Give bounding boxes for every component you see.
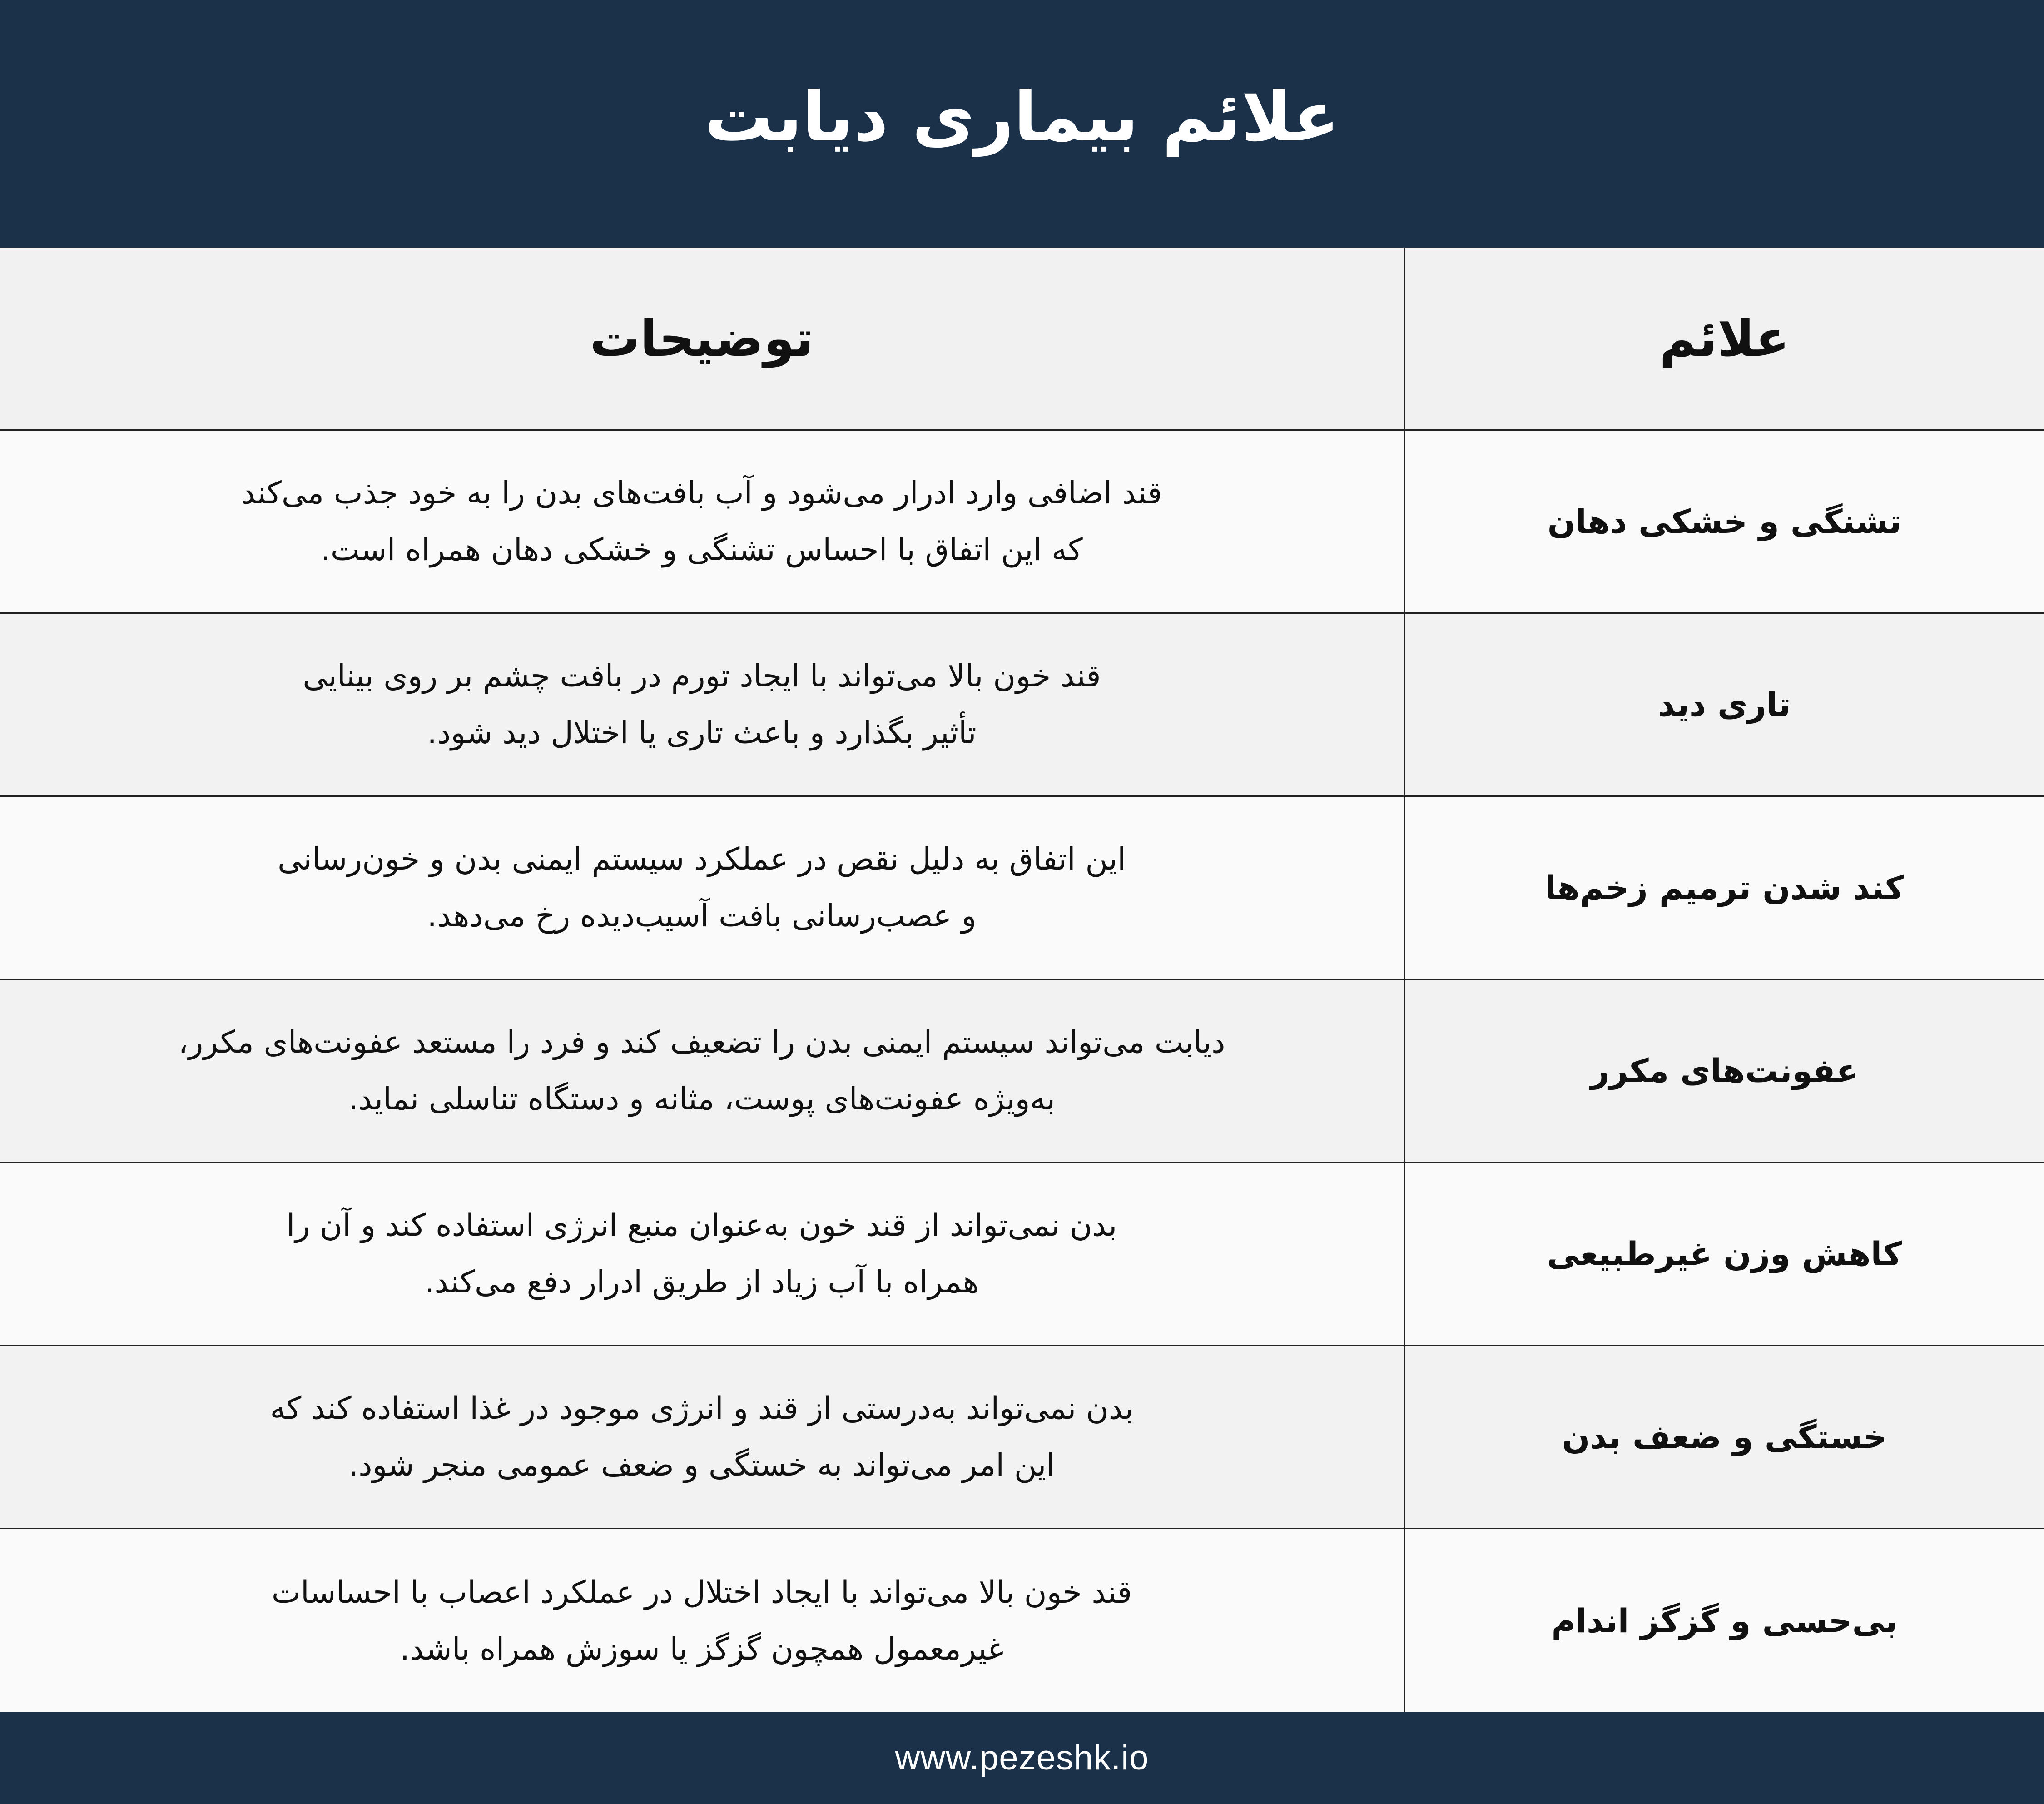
description-cell [0,614,1405,795]
symptom-label: خستگی و ضعف بدن [1562,1418,1887,1456]
description-text [43,1197,1360,1311]
description-cell [0,1529,1405,1712]
website-url[interactable]: www.pezeshk.io [895,1739,1149,1777]
description-cell [0,1346,1405,1528]
symptom-label: کند شدن ترمیم زخم‌ها [1545,869,1904,907]
description-line: و عصب‌رسانی بافت آسیب‌دیده رخ می‌دهد. [427,898,977,934]
description-text [43,1380,1360,1494]
symptom-label: عفونت‌های مکرر [1590,1052,1859,1090]
symptoms-table [0,248,2044,1712]
description-line: قند خون بالا می‌تواند با ایجاد اختلال در عملکرد اعصاب با احساسات [271,1574,1132,1610]
footer-banner [0,1712,2044,1804]
description-line: دیابت می‌تواند سیستم ایمنی بدن را تضعیف کند و فرد را مستعد عفونت‌های مکرر، [178,1024,1225,1060]
table-row [0,431,2044,614]
symptom-cell [1405,1163,2044,1345]
symptom-cell [1405,614,2044,795]
description-cell [0,980,1405,1162]
description-cell [0,797,1405,979]
description-line: این اتفاق به دلیل نقص در عملکرد سیستم ایمنی بدن و خون‌رسانی [278,841,1126,877]
table-header-row [0,248,2044,431]
table-row [0,614,2044,797]
description-text [43,465,1360,578]
description-line: بدن نمی‌تواند از قند خون به‌عنوان منبع انرژی استفاده کند و آن را [286,1208,1117,1243]
description-line: تأثیر بگذارد و باعث تاری یا اختلال دید شود. [427,715,977,751]
description-line: به‌ویژه عفونت‌های پوست، مثانه و دستگاه تناسلی نماید. [348,1081,1056,1117]
description-line: همراه با آب زیاد از طریق ادرار دفع می‌کند. [424,1264,979,1300]
description-line: این امر می‌تواند به خستگی و ضعف عمومی منجر شود. [348,1447,1055,1483]
description-cell [0,1163,1405,1345]
symptom-cell [1405,431,2044,612]
header-banner [0,0,2044,248]
table-row [0,797,2044,980]
table-row [0,980,2044,1163]
symptom-cell [1405,797,2044,979]
column-header-description: توضیحات [590,309,814,368]
symptom-cell [1405,1529,2044,1712]
description-line: که این اتفاق با احساس تشنگی و خشکی دهان همراه است. [321,532,1083,568]
table-row [0,1529,2044,1712]
symptom-cell [1405,1346,2044,1528]
table-row [0,1346,2044,1529]
symptom-label: کاهش وزن غیرطبیعی [1547,1235,1902,1273]
header-cell-description [0,248,1405,429]
symptom-label: تشنگی و خشکی دهان [1547,502,1902,541]
description-text [43,831,1360,944]
description-line: قند خون بالا می‌تواند با ایجاد تورم در بافت چشم بر روی بینایی [303,658,1101,694]
description-text [43,1564,1360,1678]
description-text [43,648,1360,761]
header-cell-symptom [1405,248,2044,429]
description-text [43,1014,1360,1128]
description-line: بدن نمی‌تواند به‌درستی از قند و انرژی موجود در غذا استفاده کند که [270,1391,1134,1426]
symptom-label: تاری دید [1658,686,1791,724]
page-title: علائم بیماری دیابت [704,77,1340,157]
description-line: غیرمعمول همچون گزگز یا سوزش همراه باشد. [400,1631,1004,1667]
symptom-cell [1405,980,2044,1162]
description-line: قند اضافی وارد ادرار می‌شود و آب بافت‌های بدن را به خود جذب می‌کند [241,475,1162,511]
table-row [0,1163,2044,1346]
column-header-symptom: علائم [1659,309,1790,368]
description-cell [0,431,1405,612]
symptom-label: بی‌حسی و گزگز اندام [1551,1601,1898,1640]
